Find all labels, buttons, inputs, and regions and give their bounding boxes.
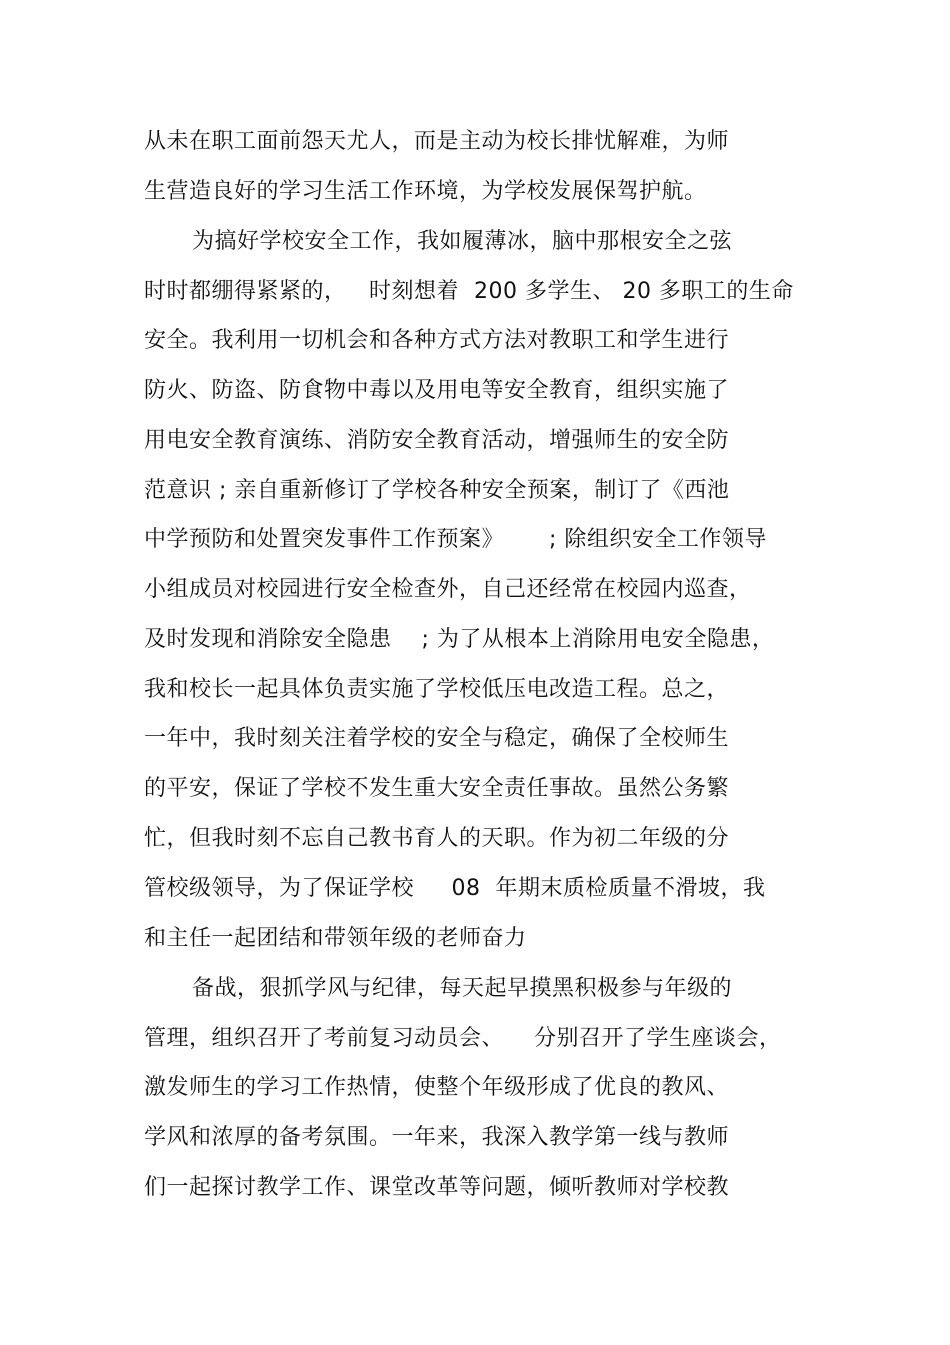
text-line: 管校级领导，为了保证学校 08 年期末质检质量不滑坡，我 (144, 876, 766, 901)
text-line: 一年中，我时刻关注着学校的安全与稳定，确保了全校师生 (144, 726, 730, 751)
text-line: 范意识 ; 亲自重新修订了学校各种安全预案，制订了《西池 (144, 478, 730, 503)
text-line: 时时都绷得紧紧的， 时刻想着 200 多学生、 20 多职工的生命 (144, 279, 794, 304)
text-line: 用电安全教育演练、消防安全教育活动，增强师生的安全防 (144, 428, 730, 453)
paragraph-first-line: 为搞好学校安全工作，我如履薄冰，脑中那根安全之弦 (192, 229, 733, 254)
text-line: 们一起探讨教学工作、课堂改革等问题，倾听教师对学校教 (144, 1175, 730, 1200)
text-line: 我和校长一起具体负责实施了学校低压电改造工程。总之， (144, 677, 730, 702)
paragraph-first-line: 备战，狠抓学风与纪律，每天起早摸黑积极参与年级的 (192, 976, 733, 1001)
text-line: 小组成员对校园进行安全检查外，自己还经常在校园内巡查， (144, 577, 752, 602)
text-line: 防火、防盗、防食物中毒以及用电等安全教育，组织实施了 (144, 378, 730, 403)
text-line: 中学预防和处置突发事件工作预案》 ; 除组织安全工作领导 (144, 527, 767, 552)
text-line: 及时发现和消除安全隐患 ; 为了从根本上消除用电安全隐患， (144, 627, 775, 652)
text-line: 生营造良好的学习生活工作环境，为学校发展保驾护航。 (144, 179, 707, 204)
text-line: 管理，组织召开了考前复习动员会、 分别召开了学生座谈会， (144, 1026, 782, 1051)
text-line: 学风和浓厚的备考氛围。一年来，我深入教学第一线与教师 (144, 1125, 730, 1150)
text-line: 忙，但我时刻不忘自己教书育人的天职。作为初二年级的分 (144, 826, 730, 851)
text-line: 激发师生的学习工作热情，使整个年级形成了优良的教风、 (144, 1075, 730, 1100)
text-line: 的平安，保证了学校不发生重大安全责任事故。虽然公务繁 (144, 776, 730, 801)
text-line: 从未在职工面前怨天尤人，而是主动为校长排忧解难，为师 (144, 129, 730, 154)
text-line: 和主任一起团结和带领年级的老师奋力 (144, 926, 527, 951)
text-line: 安全。我利用一切机会和各种方式方法对教职工和学生进行 (144, 328, 730, 353)
